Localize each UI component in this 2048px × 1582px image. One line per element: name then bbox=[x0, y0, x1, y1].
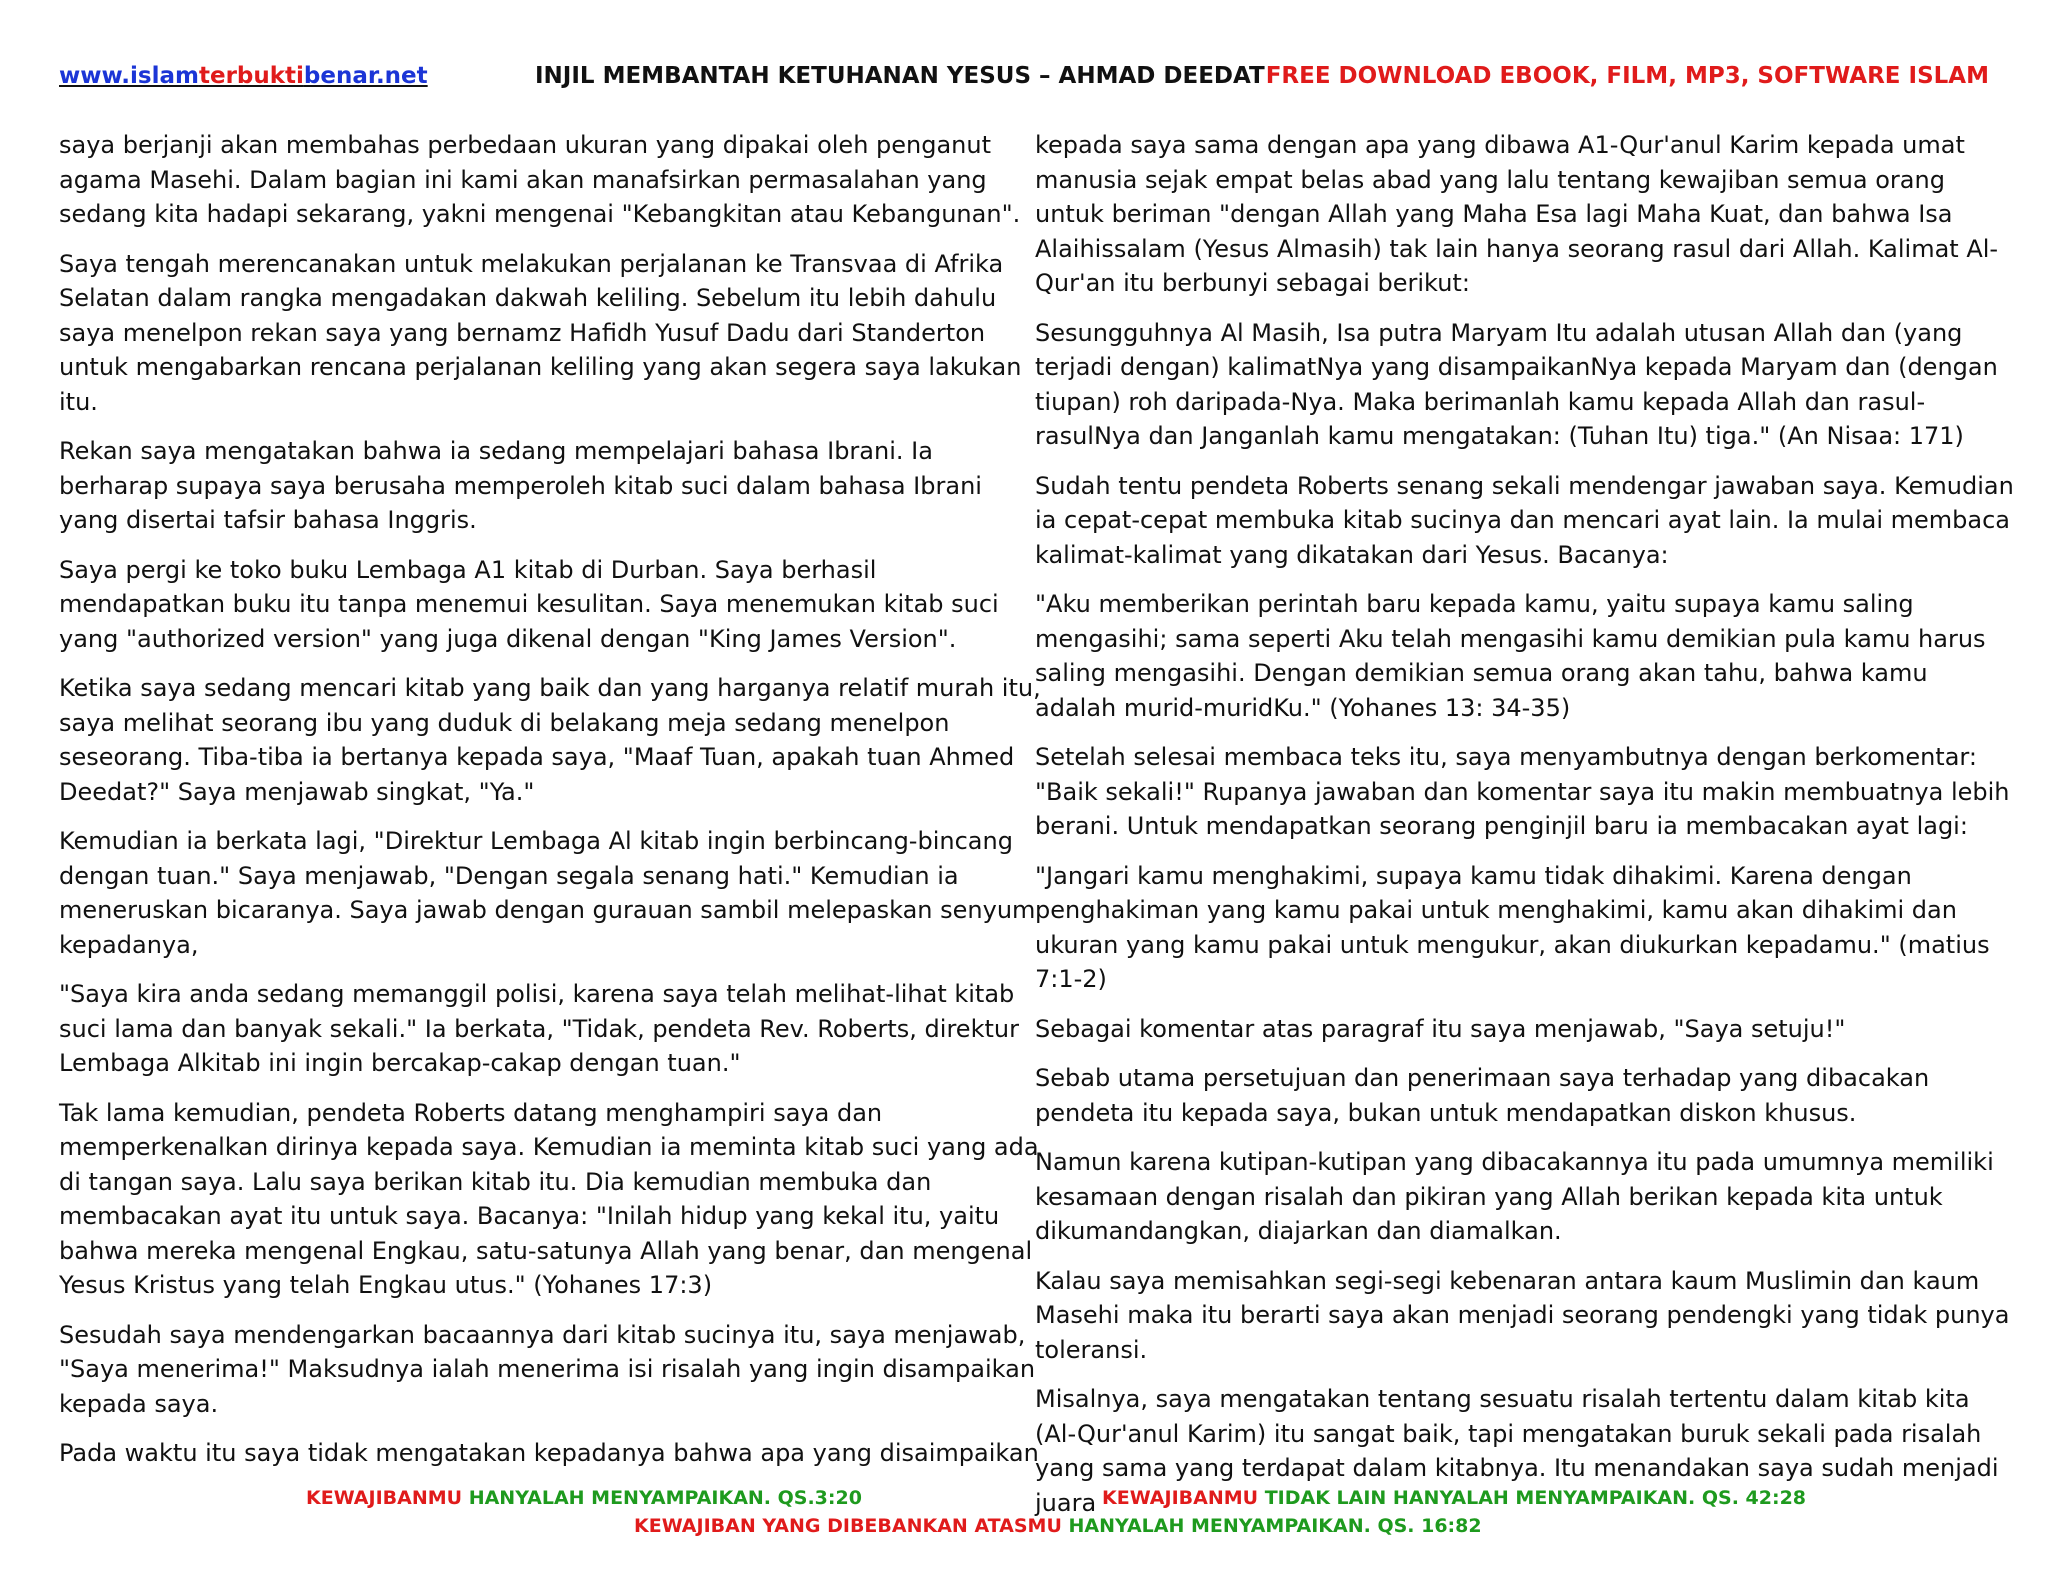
right-paragraph-7: Sebagai komentar atas paragraf itu saya menjawab, "Saya setuju!" bbox=[1035, 1014, 1846, 1043]
footer-quote-qs-3-20-red: KEWAJIBANMU bbox=[306, 1487, 463, 1509]
left-paragraph-5: Ketika saya sedang mencari kitab yang baik dan yang harganya relatif murah itu, saya melihat seorang ibu yang duduk di belakang meja sedang menelpon seseorang. Tiba-tiba ia bertanya kepada saya, "Maaf Tuan, apakah tuan Ahmed Deedat?" Saya menjawab singkat, "Ya." bbox=[59, 674, 1041, 806]
right-paragraph-10: Kalau saya memisahkan segi-segi kebenaran antara kaum Muslimin dan kaum Masehi maka itu berarti saya akan menjadi seorang pendengki yang tidak punya toleransi. bbox=[1035, 1266, 2010, 1364]
website-link-part-islam: www.islam bbox=[59, 63, 199, 89]
website-link-part-terbukti: terbukti bbox=[198, 63, 304, 89]
right-paragraph-5: Setelah selesai membaca teks itu, saya menyambutnya dengan berkomentar: "Baik sekali!" Rupanya jawaban dan komentar saya itu makin membuatnya lebih berani. Untuk mendapatkan seorang penginjil baru ia membacakan ayat lagi: bbox=[1035, 743, 2010, 840]
right-paragraph-6: "Jangari kamu menghakimi, supaya kamu tidak dihakimi. Karena dengan penghakiman yang kamu pakai untuk menghakimi, kamu akan dihakimi dan ukuran yang kamu pakai untuk mengukur, akan diukurkan kepadamu." (matius 7:1-2) bbox=[1035, 861, 1990, 993]
left-paragraph-6: Kemudian ia berkata lagi, "Direktur Lembaga Al kitab ingin berbincang-bincang dengan tuan." Saya menjawab, "Dengan segala senang hati." Kemudian ia meneruskan bicaranya. Saya jawab dengan gurauan sambil melepaskan senyum kepadanya, bbox=[59, 827, 1036, 959]
footer-quote-qs-16-82-green: HANYALAH MENYAMPAIKAN. QS. 16:82 bbox=[1061, 1515, 1482, 1537]
left-paragraph-8: Tak lama kemudian, pendeta Roberts datang menghampiri saya dan memperkenalkan dirinya kepada saya. Kemudian ia meminta kitab suci yang ada di tangan saya. Lalu saya berikan kitab itu. Dia kemudian membuka dan membacakan ayat itu untuk saya. Bacanya: "Inilah hidup yang kekal itu, yaitu bahwa mereka mengenal Engkau, satu-satunya Allah yang benar, dan mengenal Yesus Kristus yang telah Engkau utus." (Yohanes 17:3) bbox=[59, 1098, 1039, 1299]
document-title: INJIL MEMBANTAH KETUHANAN YESUS – AHMAD DEEDAT bbox=[535, 63, 1265, 89]
left-paragraph-9: Sesudah saya mendengarkan bacaannya dari kitab sucinya itu, saya menjawab, "Saya menerima!" Maksudnya ialah menerima isi risalah yang ingin disampaikan kepada saya. bbox=[59, 1320, 1036, 1418]
left-text-column bbox=[59, 128, 1044, 1486]
download-promo-text: FREE DOWNLOAD EBOOK, FILM, MP3, SOFTWARE ISLAM bbox=[1265, 63, 1989, 89]
right-paragraph-4: "Aku memberikan perintah baru kepada kamu, yaitu supaya kamu saling mengasihi; sama seperti Aku telah mengasihi kamu demikian pula kamu harus saling mengasihi. Dengan demikian semua orang akan tahu, bahwa kamu adalah murid-muridKu." (Yohanes 13: 34-35) bbox=[1035, 590, 1986, 722]
footer-quote-qs-42-28 bbox=[1102, 1484, 1806, 1512]
right-text-column bbox=[1035, 128, 2015, 1535]
left-paragraph-10: Pada waktu itu saya tidak mengatakan kepadanya bahwa apa yang disaimpaikan bbox=[59, 1439, 1039, 1467]
footer-quote-qs-3-20-green: HANYALAH MENYAMPAIKAN. QS.3:20 bbox=[462, 1487, 862, 1509]
footer-quote-qs-3-20 bbox=[306, 1484, 862, 1512]
left-paragraph-4: Saya pergi ke toko buku Lembaga A1 kitab di Durban. Saya berhasil mendapatkan buku itu tanpa menemui kesulitan. Saya menemukan kitab suci yang "authorized version" yang juga dikenal dengan "King James Version". bbox=[59, 555, 999, 653]
website-link[interactable] bbox=[59, 56, 428, 96]
footer-quote-qs-16-82 bbox=[634, 1512, 1482, 1540]
right-paragraph-2: Sesungguhnya Al Masih, Isa putra Maryam Itu adalah utusan Allah dan (yang terjadi dengan) kalimatNya yang disampaikanNya kepada Maryam dan (dengan tiupan) roh daripada-Nya. Maka berimanlah kamu kepada Allah dan rasul-rasulNya dan Janganlah kamu mengatakan: (Tuhan Itu) tiga." (An Nisaa: 171) bbox=[1035, 318, 1998, 450]
right-paragraph-9: Namun karena kutipan-kutipan yang dibacakannya itu pada umumnya memiliki kesamaan dengan risalah dan pikiran yang Allah berikan kepada kita untuk dikumandangkan, diajarkan dan diamalkan. bbox=[1035, 1148, 1994, 1245]
right-paragraph-1: kepada saya sama dengan apa yang dibawa A1-Qur'anul Karim kepada umat manusia sejak empat belas abad yang lalu tentang kewajiban semua orang untuk beriman "dengan Allah yang Maha Esa lagi Maha Kuat, dan bahwa Isa Alaihissalam (Yesus Almasih) tak lain hanya seorang rasul dari Allah. Kalimat Al-Qur'an itu berbunyi sebagai berikut: bbox=[1035, 131, 1999, 297]
website-link-part-benar: benar.net bbox=[303, 63, 428, 89]
footer-quote-qs-42-28-red: KEWAJIBANMU bbox=[1102, 1487, 1259, 1509]
left-paragraph-3: Rekan saya mengatakan bahwa ia sedang mempelajari bahasa Ibrani. Ia berharap supaya saya berusaha memperoleh kitab suci dalam bahasa Ibrani yang disertai tafsir bahasa Inggris. bbox=[59, 437, 982, 534]
right-paragraph-3: Sudah tentu pendeta Roberts senang sekali mendengar jawaban saya. Kemudian ia cepat-cepat membuka kitab sucinya dan mencari ayat lain. Ia mulai membaca kalimat-kalimat yang dikatakan dari Yesus. Bacanya: bbox=[1035, 471, 2014, 569]
left-paragraph-2: Saya tengah merencanakan untuk melakukan perjalanan ke Transvaa di Afrika Selatan dalam rangka mengadakan dakwah keliling. Sebelum itu lebih dahulu saya menelpon rekan saya yang bernamz Hafidh Yusuf Dadu dari Standerton untuk mengabarkan rencana perjalanan keliling yang akan segera saya lakukan itu. bbox=[59, 249, 1022, 416]
right-paragraph-8: Sebab utama persetujuan dan penerimaan saya terhadap yang dibacakan pendeta itu kepada saya, bukan untuk mendapatkan diskon khusus. bbox=[1035, 1064, 1930, 1127]
left-paragraph-1: saya berjanji akan membahas perbedaan ukuran yang dipakai oleh penganut agama Masehi. Dalam bagian ini kami akan manafsirkan permasalahan yang sedang kita hadapi sekarang, yakni mengenai "Kebangkitan atau Kebangunan". bbox=[59, 131, 1021, 228]
right-paragraph-11: Misalnya, saya mengatakan tentang sesuatu risalah tertentu dalam kitab kita (Al-Qur'anul Karim) itu sangat baik, tapi mengatakan buruk sekali pada risalah yang sama yang terdapat dalam kitabnya. Itu menandakan saya sudah menjadi juara bbox=[1035, 1385, 1999, 1517]
footer-quote-qs-42-28-green: TIDAK LAIN HANYALAH MENYAMPAIKAN. QS. 42:28 bbox=[1258, 1487, 1807, 1509]
left-paragraph-7: "Saya kira anda sedang memanggil polisi, karena saya telah melihat-lihat kitab suci lama dan banyak sekali." Ia berkata, "Tidak, pendeta Rev. Roberts, direktur Lembaga Alkitab ini ingin bercakap-cakap dengan tuan." bbox=[59, 980, 1019, 1077]
footer-quote-qs-16-82-red: KEWAJIBAN YANG DIBEBANKAN ATASMU bbox=[634, 1515, 1062, 1537]
page-header bbox=[59, 56, 1989, 96]
